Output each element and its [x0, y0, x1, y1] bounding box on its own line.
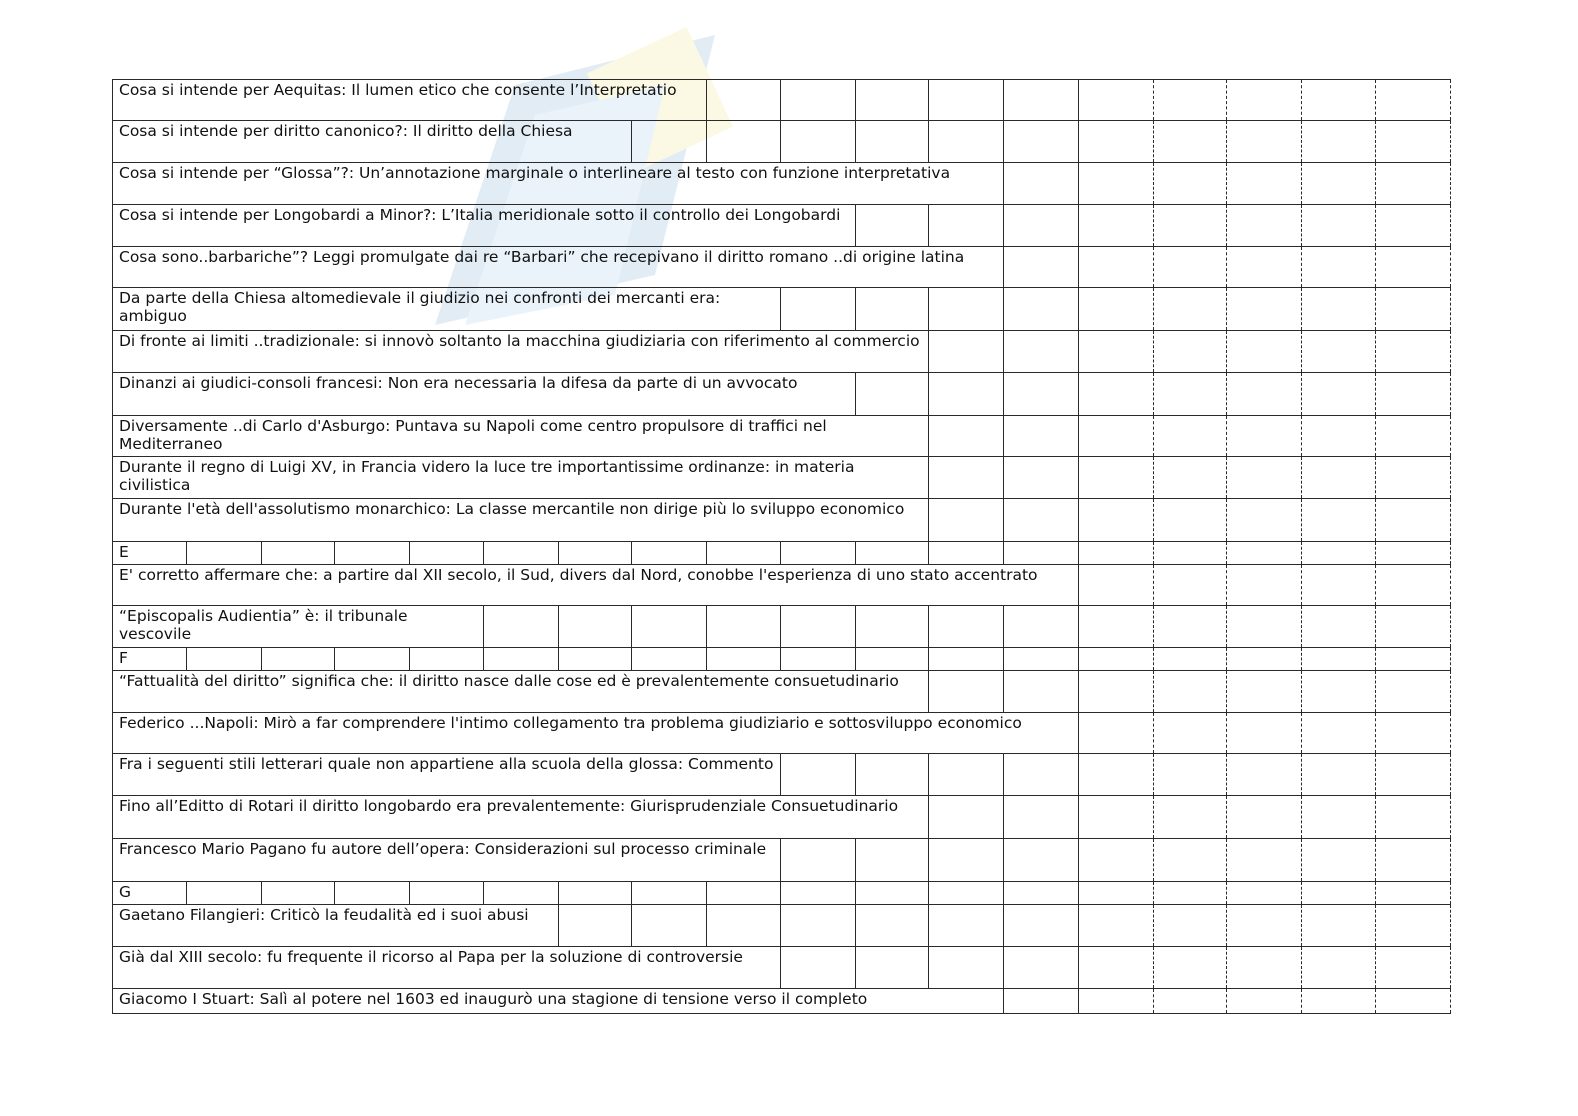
question-row [113, 839, 1451, 882]
empty-cell [1153, 416, 1226, 457]
empty-cell [1376, 905, 1451, 947]
empty-cell [1003, 499, 1079, 542]
empty-cell [1153, 247, 1226, 288]
empty-cell [1003, 648, 1079, 671]
empty-cell [1227, 713, 1301, 754]
question-text: Federico ...Napoli: Mirò a far comprendere l'intimo collegamento tra problema giudiziario e sottosviluppo economico [113, 713, 1079, 754]
empty-cell [1153, 796, 1226, 839]
empty-cell [855, 373, 928, 416]
empty-cell [855, 205, 928, 247]
empty-cell [706, 882, 780, 905]
empty-cell [706, 80, 780, 121]
empty-cell [1003, 163, 1079, 205]
question-row [113, 671, 1451, 713]
empty-cell [484, 882, 558, 905]
empty-cell [1153, 457, 1226, 499]
question-text: E' corretto affermare che: a partire dal XII secolo, il Sud, divers dal Nord, conobbe l'esperienza di uno stato accentrato [113, 565, 1079, 606]
empty-cell [409, 542, 483, 565]
empty-cell [1376, 416, 1451, 457]
empty-cell [781, 288, 855, 331]
empty-cell [1227, 565, 1301, 606]
empty-cell [929, 796, 1003, 839]
question-text: Cosa si intende per Longobardi a Minor?: L’Italia meridionale sotto il controllo dei Longobardi [113, 205, 856, 247]
empty-cell [484, 606, 558, 648]
empty-cell [335, 648, 409, 671]
empty-cell [632, 542, 707, 565]
empty-cell [929, 671, 1003, 713]
question-row [113, 947, 1451, 989]
question-row [113, 331, 1451, 373]
empty-cell [1376, 80, 1451, 121]
letter-row [113, 542, 1451, 565]
empty-cell [1376, 754, 1451, 796]
empty-cell [1003, 754, 1079, 796]
empty-cell [1079, 457, 1153, 499]
empty-cell [1301, 205, 1375, 247]
empty-cell [1301, 331, 1375, 373]
empty-cell [781, 648, 855, 671]
empty-cell [929, 416, 1003, 457]
question-row [113, 205, 1451, 247]
empty-cell [781, 606, 855, 648]
empty-cell [1079, 839, 1153, 882]
empty-cell [1003, 947, 1079, 989]
empty-cell [1376, 499, 1451, 542]
empty-cell [929, 882, 1003, 905]
empty-cell [1376, 796, 1451, 839]
empty-cell [1153, 205, 1226, 247]
empty-cell [1376, 121, 1451, 163]
empty-cell [1153, 648, 1226, 671]
empty-cell [1153, 121, 1226, 163]
empty-cell [1301, 754, 1375, 796]
empty-cell [1227, 288, 1301, 331]
empty-cell [1227, 499, 1301, 542]
empty-cell [632, 882, 707, 905]
question-text: Diversamente ..di Carlo d'Asburgo: Puntava su Napoli come centro propulsore di traffici nel Mediterraneo [113, 416, 929, 457]
empty-cell [1153, 331, 1226, 373]
question-row [113, 121, 1451, 163]
empty-cell [1376, 288, 1451, 331]
empty-cell [1079, 606, 1153, 648]
empty-cell [1376, 565, 1451, 606]
empty-cell [781, 839, 855, 882]
empty-cell [1153, 80, 1226, 121]
empty-cell [1153, 373, 1226, 416]
question-text: Cosa si intende per Aequitas: Il lumen etico che consente l’Interpretatio [113, 80, 707, 121]
question-text: Giacomo I Stuart: Salì al potere nel 1603 ed inaugurò una stagione di tensione verso il completo [113, 989, 1004, 1014]
empty-cell [1301, 989, 1375, 1014]
empty-cell [1376, 205, 1451, 247]
empty-cell [1301, 373, 1375, 416]
empty-cell [1079, 416, 1153, 457]
empty-cell [187, 882, 261, 905]
question-row [113, 499, 1451, 542]
empty-cell [1376, 373, 1451, 416]
empty-cell [1079, 565, 1153, 606]
empty-cell [929, 121, 1003, 163]
empty-cell [1227, 882, 1301, 905]
empty-cell [1301, 416, 1375, 457]
empty-cell [929, 905, 1003, 947]
empty-cell [1227, 247, 1301, 288]
empty-cell [781, 947, 855, 989]
empty-cell [1301, 121, 1375, 163]
empty-cell [1301, 713, 1375, 754]
empty-cell [1301, 882, 1375, 905]
question-text: Fino all’Editto di Rotari il diritto longobardo era prevalentemente: Giurisprudenziale Consuetudinario [113, 796, 929, 839]
empty-cell [855, 754, 928, 796]
empty-cell [929, 606, 1003, 648]
empty-cell [1079, 648, 1153, 671]
question-row [113, 565, 1451, 606]
empty-cell [1153, 989, 1226, 1014]
empty-cell [1153, 542, 1226, 565]
empty-cell [1079, 373, 1153, 416]
empty-cell [929, 542, 1003, 565]
empty-cell [1079, 247, 1153, 288]
empty-cell [929, 947, 1003, 989]
empty-cell [706, 542, 780, 565]
empty-cell [1227, 80, 1301, 121]
empty-cell [1227, 205, 1301, 247]
question-row [113, 416, 1451, 457]
empty-cell [855, 542, 928, 565]
empty-cell [1003, 606, 1079, 648]
empty-cell [261, 648, 334, 671]
empty-cell [187, 542, 261, 565]
empty-cell [706, 121, 780, 163]
empty-cell [1376, 989, 1451, 1014]
empty-cell [1376, 648, 1451, 671]
empty-cell [1153, 671, 1226, 713]
empty-cell [1079, 205, 1153, 247]
empty-cell [1003, 205, 1079, 247]
question-text: “Fattualità del diritto” significa che: il diritto nasce dalle cose ed è prevalentemente consuetudinario [113, 671, 929, 713]
empty-cell [335, 542, 409, 565]
empty-cell [1227, 905, 1301, 947]
empty-cell [929, 288, 1003, 331]
empty-cell [1079, 163, 1153, 205]
empty-cell [1227, 606, 1301, 648]
empty-cell [781, 121, 855, 163]
empty-cell [855, 839, 928, 882]
empty-cell [781, 882, 855, 905]
empty-cell [1003, 457, 1079, 499]
empty-cell [484, 542, 558, 565]
section-letter: G [113, 882, 187, 905]
empty-cell [855, 606, 928, 648]
empty-cell [1301, 839, 1375, 882]
question-text: Gaetano Filangieri: Criticò la feudalità ed i suoi abusi [113, 905, 559, 947]
empty-cell [1376, 542, 1451, 565]
question-row [113, 163, 1451, 205]
empty-cell [558, 542, 631, 565]
empty-cell [929, 457, 1003, 499]
empty-cell [1301, 542, 1375, 565]
empty-cell [1003, 989, 1079, 1014]
empty-cell [1301, 671, 1375, 713]
empty-cell [1079, 121, 1153, 163]
empty-cell [1376, 331, 1451, 373]
empty-cell [855, 947, 928, 989]
empty-cell [1079, 499, 1153, 542]
empty-cell [855, 121, 928, 163]
empty-cell [1003, 542, 1079, 565]
empty-cell [929, 373, 1003, 416]
empty-cell [1301, 80, 1375, 121]
letter-row [113, 648, 1451, 671]
empty-cell [1003, 671, 1079, 713]
letter-row [113, 882, 1451, 905]
question-text: Cosa si intende per “Glossa”?: Un’annotazione marginale o interlineare al testo con funzione interpretativa [113, 163, 1004, 205]
empty-cell [1301, 457, 1375, 499]
empty-cell [1227, 163, 1301, 205]
empty-cell [929, 754, 1003, 796]
empty-cell [929, 648, 1003, 671]
empty-cell [632, 121, 707, 163]
empty-cell [1227, 331, 1301, 373]
question-text: Francesco Mario Pagano fu autore dell’opera: Considerazioni sul processo criminale [113, 839, 781, 882]
empty-cell [929, 205, 1003, 247]
empty-cell [1301, 288, 1375, 331]
empty-cell [1003, 796, 1079, 839]
empty-cell [1376, 947, 1451, 989]
empty-cell [1227, 671, 1301, 713]
empty-cell [855, 80, 928, 121]
question-text: Cosa si intende per diritto canonico?: Il diritto della Chiesa [113, 121, 632, 163]
empty-cell [781, 754, 855, 796]
section-letter: E [113, 542, 187, 565]
question-row [113, 606, 1451, 648]
empty-cell [706, 606, 780, 648]
empty-cell [1376, 247, 1451, 288]
empty-cell [781, 80, 855, 121]
empty-cell [1227, 839, 1301, 882]
empty-cell [1003, 905, 1079, 947]
empty-cell [706, 905, 780, 947]
question-row [113, 989, 1451, 1014]
quiz-table-body [113, 80, 1451, 1014]
empty-cell [1227, 947, 1301, 989]
empty-cell [1301, 565, 1375, 606]
empty-cell [1079, 331, 1153, 373]
empty-cell [1003, 416, 1079, 457]
empty-cell [1153, 565, 1226, 606]
empty-cell [1227, 121, 1301, 163]
empty-cell [1227, 754, 1301, 796]
empty-cell [929, 839, 1003, 882]
empty-cell [1301, 247, 1375, 288]
empty-cell [1227, 989, 1301, 1014]
question-row [113, 373, 1451, 416]
empty-cell [1301, 499, 1375, 542]
question-row [113, 457, 1451, 499]
empty-cell [1153, 947, 1226, 989]
empty-cell [484, 648, 558, 671]
empty-cell [1227, 373, 1301, 416]
empty-cell [1079, 989, 1153, 1014]
empty-cell [929, 80, 1003, 121]
empty-cell [929, 499, 1003, 542]
empty-cell [855, 288, 928, 331]
empty-cell [1153, 713, 1226, 754]
empty-cell [855, 648, 928, 671]
empty-cell [1153, 163, 1226, 205]
empty-cell [855, 905, 928, 947]
empty-cell [1079, 796, 1153, 839]
empty-cell [1301, 606, 1375, 648]
empty-cell [1003, 80, 1079, 121]
empty-cell [855, 882, 928, 905]
empty-cell [1376, 163, 1451, 205]
empty-cell [1301, 796, 1375, 839]
question-row [113, 796, 1451, 839]
question-row [113, 754, 1451, 796]
empty-cell [1153, 882, 1226, 905]
empty-cell [1079, 754, 1153, 796]
empty-cell [409, 882, 483, 905]
empty-cell [1003, 331, 1079, 373]
question-row [113, 713, 1451, 754]
empty-cell [781, 905, 855, 947]
empty-cell [706, 648, 780, 671]
empty-cell [1153, 905, 1226, 947]
question-text: Cosa sono..barbariche”? Leggi promulgate dai re “Barbari” che recepivano il diritto romano ..di origine latina [113, 247, 1004, 288]
empty-cell [1153, 754, 1226, 796]
empty-cell [1376, 713, 1451, 754]
empty-cell [1003, 882, 1079, 905]
empty-cell [187, 648, 261, 671]
empty-cell [1376, 882, 1451, 905]
question-text: Dinanzi ai giudici-consoli francesi: Non era necessaria la difesa da parte di un avvocato [113, 373, 856, 416]
question-row [113, 288, 1451, 331]
empty-cell [1003, 121, 1079, 163]
question-text: Durante l'età dell'assolutismo monarchico: La classe mercantile non dirige più lo sviluppo economico [113, 499, 929, 542]
empty-cell [1079, 713, 1153, 754]
section-letter: F [113, 648, 187, 671]
empty-cell [1003, 373, 1079, 416]
empty-cell [632, 905, 707, 947]
question-text: Durante il regno di Luigi XV, in Francia videro la luce tre importantissime ordinanze: in materia civilistica [113, 457, 929, 499]
empty-cell [1079, 882, 1153, 905]
empty-cell [1227, 648, 1301, 671]
empty-cell [558, 606, 631, 648]
empty-cell [1301, 947, 1375, 989]
empty-cell [558, 905, 631, 947]
empty-cell [1153, 839, 1226, 882]
empty-cell [1003, 839, 1079, 882]
empty-cell [1227, 457, 1301, 499]
question-text: Di fronte ai limiti ..tradizionale: si innovò soltanto la macchina giudiziaria con riferimento al commercio [113, 331, 929, 373]
empty-cell [632, 606, 707, 648]
question-row [113, 80, 1451, 121]
empty-cell [781, 542, 855, 565]
empty-cell [1003, 247, 1079, 288]
empty-cell [261, 882, 334, 905]
empty-cell [1079, 947, 1153, 989]
empty-cell [1301, 163, 1375, 205]
empty-cell [1003, 288, 1079, 331]
empty-cell [1227, 796, 1301, 839]
empty-cell [1079, 542, 1153, 565]
question-row [113, 247, 1451, 288]
question-text: Fra i seguenti stili letterari quale non appartiene alla scuola della glossa: Commento [113, 754, 781, 796]
empty-cell [1376, 839, 1451, 882]
question-row [113, 905, 1451, 947]
empty-cell [1079, 80, 1153, 121]
empty-cell [1301, 905, 1375, 947]
empty-cell [335, 882, 409, 905]
question-text: “Episcopalis Audientia” è: il tribunale vescovile [113, 606, 484, 648]
empty-cell [1153, 606, 1226, 648]
empty-cell [1153, 499, 1226, 542]
empty-cell [632, 648, 707, 671]
empty-cell [1376, 606, 1451, 648]
question-text: Da parte della Chiesa altomedievale il giudizio nei confronti dei mercanti era: ambiguo [113, 288, 781, 331]
empty-cell [1227, 416, 1301, 457]
empty-cell [929, 331, 1003, 373]
empty-cell [558, 648, 631, 671]
empty-cell [1079, 905, 1153, 947]
empty-cell [1079, 671, 1153, 713]
quiz-table [112, 79, 1451, 1014]
empty-cell [1079, 288, 1153, 331]
question-text: Già dal XIII secolo: fu frequente il ricorso al Papa per la soluzione di controversie [113, 947, 781, 989]
empty-cell [1301, 648, 1375, 671]
empty-cell [1227, 542, 1301, 565]
empty-cell [409, 648, 483, 671]
empty-cell [1376, 671, 1451, 713]
empty-cell [1376, 457, 1451, 499]
empty-cell [1153, 288, 1226, 331]
empty-cell [558, 882, 631, 905]
empty-cell [261, 542, 334, 565]
